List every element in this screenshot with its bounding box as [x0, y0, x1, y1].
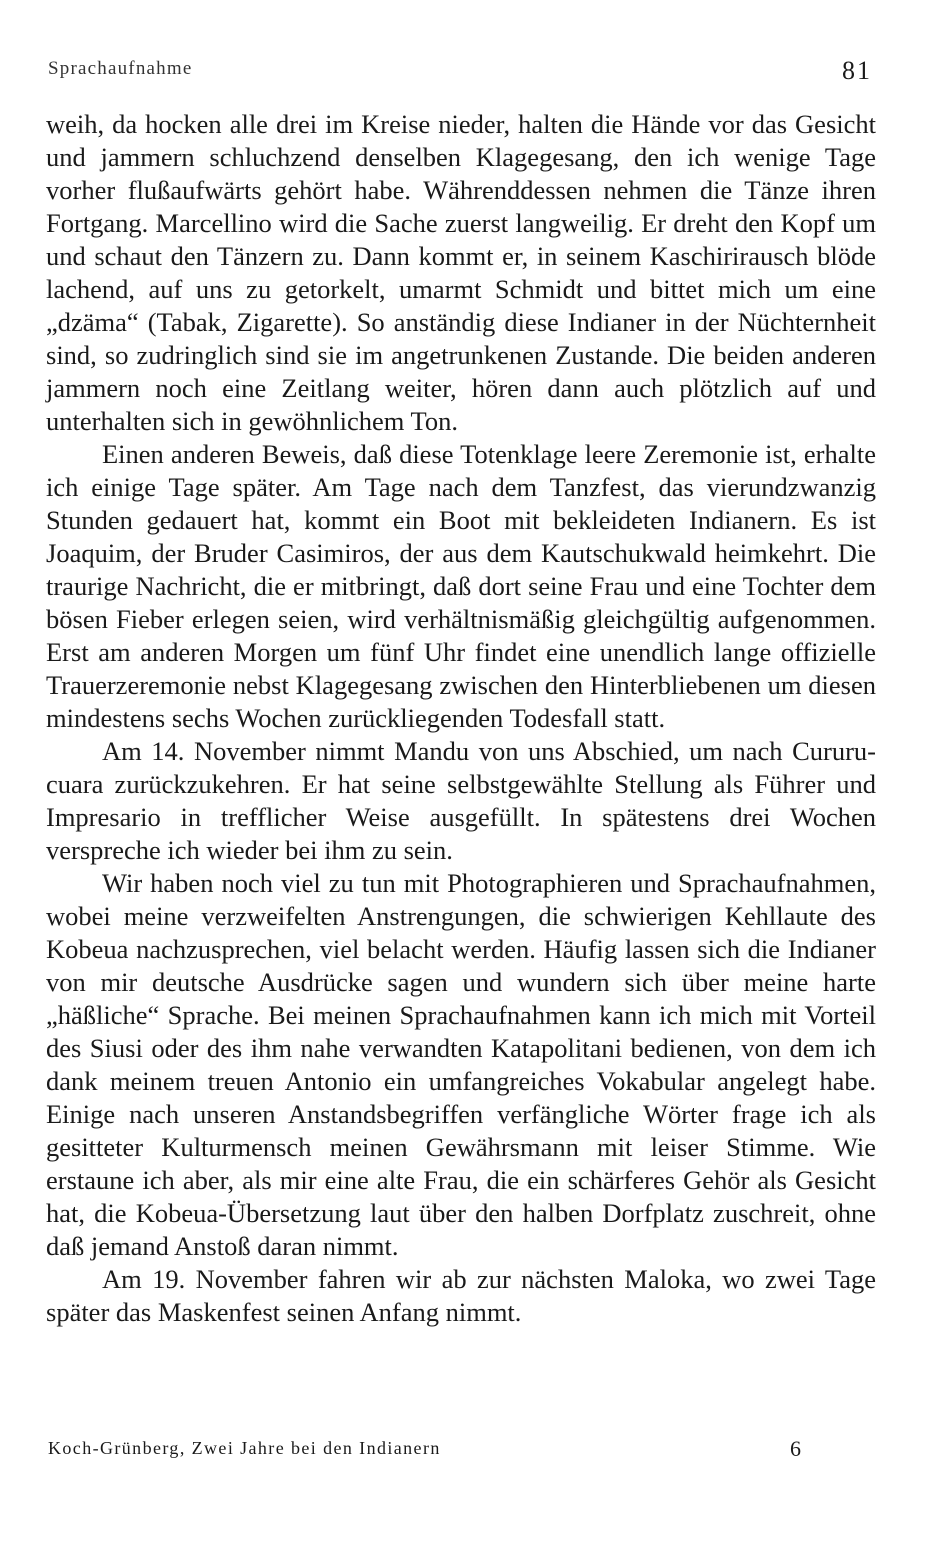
paragraph-continued: weih, da hocken alle drei im Kreise nieder, halten die Hände vor das Gesicht und jammern schluchzend denselben Klagegesang, den ich wenige Tage vorher flußaufwärts gehört habe. Währenddessen nehmen die Tänze ihren Fortgang. Marcellino wird die Sache zuerst langweilig. Er dreht den Kopf um und schaut den Tänzern zu. Dann kommt er, in seinem Kaschirirausch blöde lachend, auf uns zu getorkelt, umarmt Schmidt und bittet mich um eine „dzäma“ (Tabak, Zigarette). So anständig diese Indianer in der Nüchternheit sind, so zudringlich sind sie im angetrunkenen Zustande. Die beiden anderen jammern noch eine Zeitlang weiter, hören dann auch plötzlich auf und unterhalten sich in gewöhnlichem Ton.	[46, 109, 876, 436]
body-text	[46, 108, 876, 1329]
page-footer	[46, 1436, 876, 1466]
signature-line: Koch-Grünberg, Zwei Jahre bei den Indianern	[48, 1438, 441, 1458]
page-number: 81	[842, 56, 872, 85]
paragraph: Wir haben noch viel zu tun mit Photographieren und Sprachaufnahmen, wobei meine verzweifelten Anstrengungen, die schwierigen Kehllaute des Kobeua nachzusprechen, viel belacht werden. Häufig lassen sich die Indianer von mir deutsche Ausdrücke sagen und wundern sich über meine harte „häßliche“ Sprache. Bei meinen Sprachaufnahmen kann ich mich mit Vorteil des Siusi oder des ihm nahe verwandten Katapolitani bedienen, von dem ich dank meinem treuen Antonio ein umfangreiches Vokabular angelegt habe. Einige nach unseren Anstandsbegriffen verfängliche Wörter frage ich als gesitteter Kulturmensch meinen Gewährsmann mit leiser Stimme. Wie erstaune ich aber, als mir eine alte Frau, die ein schärferes Gehör als Gesicht hat, die Kobeua-Übersetzung laut über den halben Dorfplatz zuschreit, ohne daß jemand Anstoß daran nimmt.	[46, 868, 876, 1261]
paragraph: Am 14. November nimmt Mandu von uns Abschied, um nach Cururu-cuara zurückzukehren. Er hat seine selbstgewählte Stellung als Führer und Impresario in trefflicher Weise ausgefüllt. In spätestens drei Wochen verspreche ich wieder bei ihm zu sein.	[46, 736, 876, 865]
running-header	[46, 52, 876, 85]
paragraph: Einen anderen Beweis, daß diese Totenklage leere Zeremonie ist, erhalte ich einige Tage später. Am Tage nach dem Tanzfest, das vierundzwanzig Stunden gedauert hat, kommt ein Boot mit bekleideten Indianern. Es ist Joaquim, der Bruder Casimiros, der aus dem Kautschukwald heimkehrt. Die traurige Nachricht, die er mitbringt, daß dort seine Frau und eine Tochter dem bösen Fieber erlegen seien, wird verhältnismäßig gleichgültig aufgenommen. Erst am anderen Morgen um fünf Uhr findet eine unendlich lange offizielle Trauerzeremonie nebst Klagegesang zwischen den Hinterbliebenen um diesen mindestens sechs Wochen zurückliegenden Todesfall statt.	[46, 439, 876, 733]
paragraph: Am 19. November fahren wir ab zur nächsten Maloka, wo zwei Tage später das Maskenfest seinen Anfang nimmt.	[46, 1264, 876, 1327]
running-title: Sprachaufnahme	[48, 58, 193, 79]
sheet-number: 6	[790, 1436, 801, 1461]
